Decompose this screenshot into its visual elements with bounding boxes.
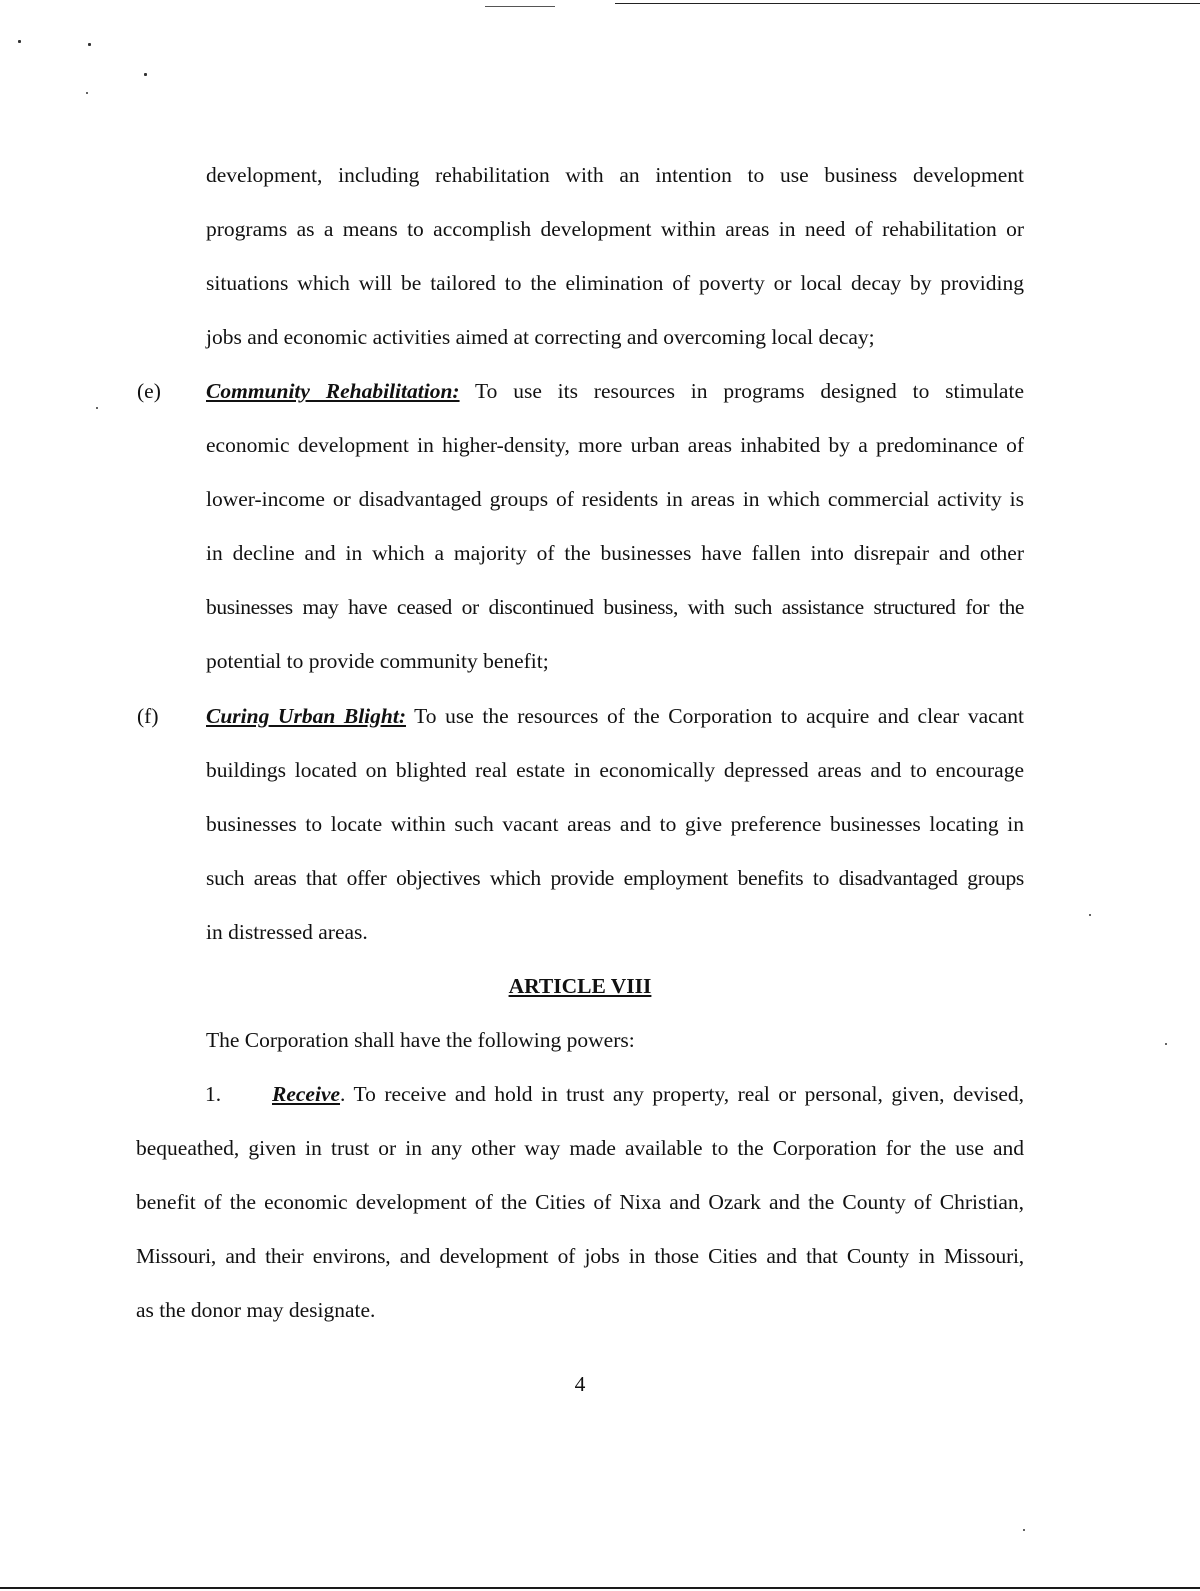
- paragraph-line: lower-income or disadvantaged groups of residents in areas in which commercial activity is: [206, 487, 1024, 511]
- scan-edge-line: [615, 3, 1200, 4]
- scan-edge-line: [0, 1587, 1200, 1589]
- paragraph-line: as the donor may designate.: [136, 1298, 376, 1322]
- paragraph-line: potential to provide community benefit;: [206, 649, 549, 673]
- paragraph-line: such areas that offer objectives which provide employment benefits to disadvantaged groups: [206, 866, 1024, 890]
- paragraph-line: Missouri, and their environs, and development of jobs in those Cities and that County in Missouri,: [136, 1244, 1024, 1268]
- paragraph-line: in distressed areas.: [206, 920, 368, 944]
- article-intro: The Corporation shall have the following powers:: [206, 1028, 635, 1052]
- paragraph-line: economic development in higher-density, more urban areas inhabited by a predominance of: [206, 433, 1024, 457]
- scan-speck: [96, 407, 98, 409]
- paragraph-line: development, including rehabilitation with an intention to use business development: [206, 163, 1024, 187]
- item-label-e: (e): [137, 379, 161, 403]
- item-e-heading: Community Rehabilitation:: [206, 379, 460, 403]
- power-1-first-line: [272, 1081, 1024, 1107]
- scan-speck: [1023, 1529, 1025, 1531]
- item-f-heading: Curing Urban Blight:: [206, 704, 406, 728]
- item-label-f: (f): [137, 704, 159, 728]
- scan-speck: [88, 43, 91, 46]
- power-1-first-line-text: . To receive and hold in trust any property, real or personal, given, devised,: [340, 1082, 1024, 1106]
- page-number: 4: [574, 1372, 586, 1396]
- scan-speck: [18, 40, 21, 43]
- paragraph-line: bequeathed, given in trust or in any other way made available to the Corporation for the use and: [136, 1136, 1024, 1160]
- paragraph-line: jobs and economic activities aimed at correcting and overcoming local decay;: [206, 325, 875, 349]
- article-heading: ARTICLE VIII: [508, 974, 652, 998]
- item-e-first-line-text: To use its resources in programs designed to stimulate: [459, 379, 1024, 403]
- paragraph-line: businesses to locate within such vacant areas and to give preference businesses locating in: [206, 812, 1024, 836]
- item-f-first-line: [206, 703, 1024, 729]
- paragraph-line: situations which will be tailored to the elimination of poverty or local decay by providing: [206, 271, 1024, 295]
- scan-edge-line: [485, 6, 555, 7]
- power-1-heading: Receive: [272, 1082, 341, 1106]
- scan-speck: [1089, 914, 1091, 916]
- paragraph-line: in decline and in which a majority of the businesses have fallen into disrepair and other: [206, 541, 1024, 565]
- paragraph-line: buildings located on blighted real estate in economically depressed areas and to encourage: [206, 758, 1024, 782]
- paragraph-line: businesses may have ceased or discontinued business, with such assistance structured for the: [206, 595, 1024, 619]
- scan-speck: [1165, 1043, 1167, 1045]
- power-number: 1.: [205, 1082, 222, 1106]
- item-f-first-line-text: To use the resources of the Corporation to acquire and clear vacant: [405, 704, 1024, 728]
- item-e-first-line: [206, 378, 1024, 404]
- paragraph-line: programs as a means to accomplish development within areas in need of rehabilitation or: [206, 217, 1024, 241]
- paragraph-line: benefit of the economic development of the Cities of Nixa and Ozark and the County of Christian,: [136, 1190, 1024, 1214]
- scan-speck: [86, 92, 88, 94]
- scan-speck: [144, 73, 147, 76]
